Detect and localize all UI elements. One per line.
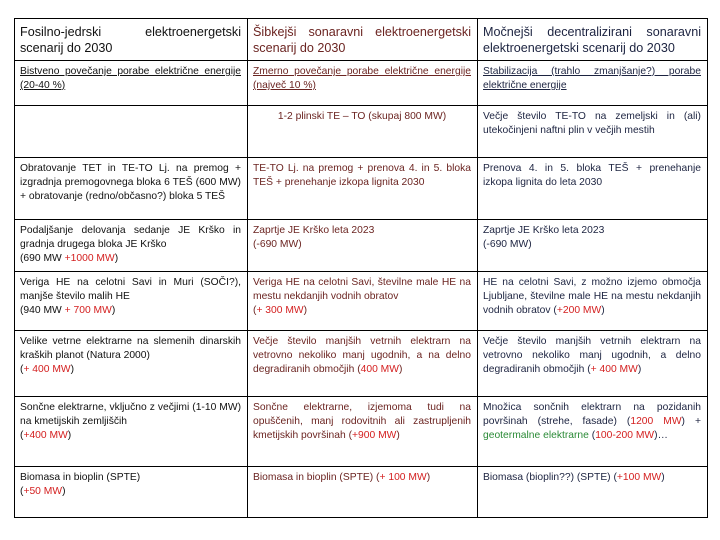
cell-hydro-c2: [248, 272, 478, 331]
nuclear-c1-post: ): [114, 253, 119, 264]
hydro-c1-pre: (940 MW: [20, 305, 65, 316]
hydro-c2-post: ): [303, 305, 308, 316]
wind-c1-value: + 400 MW: [23, 364, 71, 375]
solar-c1-value: +400 MW: [23, 430, 68, 441]
hydro-c3-value: +200 MW: [556, 305, 602, 316]
nuclear-c3-value: (-690 MW): [483, 239, 532, 250]
cell-nuclear-c1: [15, 220, 248, 272]
hydro-c3-post: ): [601, 305, 605, 316]
geothermal-value: 100-200 MW: [595, 430, 655, 441]
solar-c3-value: 1200 MW: [630, 416, 682, 427]
consumption-c1-text: Bistveno povečanje porabe električne energije (20-40 %): [20, 66, 241, 91]
cell-hydro-c1: [15, 272, 248, 331]
solar-c2-pre: (: [348, 430, 353, 441]
nuclear-c1-value: +1000 MW: [64, 253, 115, 264]
row-solar: [15, 397, 708, 467]
wind-c2-post: ): [398, 364, 403, 375]
solar-c2-text: Sončne elektrarne, izjemoma tudi na opuščenih, manj rodovitnih ali zastrupljenih kmetijskih površinah: [253, 402, 471, 441]
nuclear-c2-value: (-690 MW): [253, 239, 302, 250]
nuclear-c1-pre: (690 MW: [20, 253, 65, 264]
solar-c2-post: ): [396, 430, 400, 441]
consumption-c3-text: Stabilizacija (trahlo zmanjšanje?) porabe električne energije: [483, 66, 701, 91]
wind-c3-pre: (: [587, 364, 591, 375]
hydro-c1-post: ): [111, 305, 116, 316]
biomass-c1-pre: (: [20, 486, 24, 497]
cell-consumption-c3: [478, 61, 708, 106]
cell-gas-c3: Večje število TE-TO na zemeljski in (ali) utekočinjeni naftni plin v večjih mestih: [478, 106, 708, 158]
row-wind: [15, 331, 708, 397]
wind-c1-text: Velike vetrne elektrarne na slemenih dinarskih kraških planot (Natura 2000): [20, 336, 241, 361]
cell-gas-c2: 1-2 plinski TE – TO (skupaj 800 MW): [248, 106, 478, 158]
cell-wind-c2: [248, 331, 478, 397]
hydro-c2-pre: (: [253, 305, 257, 316]
biomass-c1-value: +50 MW: [23, 486, 63, 497]
row-consumption: [15, 61, 708, 106]
wind-c2-value: 400 MW: [360, 364, 399, 375]
row-hydro: [15, 272, 708, 331]
biomass-c2-post: ): [426, 472, 431, 483]
geothermal-text: geotermalne elektrarne: [483, 430, 589, 441]
biomass-c2-text: Biomasa in bioplin (SPTE) (: [253, 472, 380, 483]
cell-biomass-c3: [478, 467, 708, 518]
hydro-c3-pre: (: [553, 305, 557, 316]
nuclear-c3-text: Zaprtje JE Krško leta 2023: [483, 225, 605, 236]
nuclear-c2-text: Zaprtje JE Krško leta 2023: [253, 225, 375, 236]
cell-coal-c1: Obratovanje TET in TE-TO Lj. na premog + izgradnja premogovnega bloka 6 TEŠ (600 MW) + obratovanje (redno/občasno?) bloka 5 TEŠ: [15, 158, 248, 220]
cell-coal-c2: TE-TO Lj. na premog + prenova 4. in 5. bloka TEŠ + prenehanje izkopa lignita 2030: [248, 158, 478, 220]
solar-c3-post: ) +: [681, 416, 701, 427]
hydro-c2-text: Veriga HE na celotni Savi, številne male HE na mestu nekdanjih vodnih obratov: [253, 277, 471, 302]
wind-c3-value: + 400 MW: [590, 364, 638, 375]
cell-nuclear-c2: [248, 220, 478, 272]
row-biomass: [15, 467, 708, 518]
cell-coal-c3: Prenova 4. in 5. bloka TEŠ + prenehanje izkopa lignita do leta 2030: [478, 158, 708, 220]
cell-biomass-c2: [248, 467, 478, 518]
solar-c1-text: Sončne elektrarne, vključno z večjimi (1-10 MW) na kmetijskih zemljiščih: [20, 402, 241, 427]
wind-c3-text: Večje število manjših vetrnih elektrarn na vetrovno nekoliko manj ugodnih, a delno degradiranih območjih: [483, 336, 701, 375]
hydro-c2-value: + 300 MW: [256, 305, 304, 316]
hydro-c3-text: HE na celotni Savi, z možno izjemo območja Ljubljane, številne male HE na mestu nekdanjih vodnih obratov: [483, 277, 701, 316]
solar-c1-pre: (: [20, 430, 24, 441]
solar-c3-tail-pre: (: [588, 430, 596, 441]
cell-consumption-c1: [15, 61, 248, 106]
consumption-c2-text: Zmerno povečanje porabe električne energije (največ 10 %): [253, 66, 471, 91]
biomass-c2-value: + 100 MW: [379, 472, 427, 483]
header-fossil-nuclear: Fosilno-jedrski elektroenergetski scenarij do 2030: [15, 19, 248, 61]
cell-solar-c1: [15, 397, 248, 467]
cell-nuclear-c3: [478, 220, 708, 272]
solar-c3-pre: (: [626, 416, 631, 427]
hydro-c1-text: Veriga HE na celotni Savi in Muri (SOČI?), manjše število malih HE: [20, 277, 241, 302]
solar-c3-tail-post: )…: [654, 430, 668, 441]
header-strong-decentralized: Močnejši decentralizirani sonaravni elektroenergetski scenarij do 2030: [478, 19, 708, 61]
row-gas: [15, 106, 708, 158]
cell-wind-c1: [15, 331, 248, 397]
biomass-c1-post: ): [62, 486, 66, 497]
hydro-c1-value: + 700 MW: [64, 305, 112, 316]
wind-c2-text: Večje število manjših vetrnih elektrarn na vetrovno nekoliko manj ugodnih, a na delno degradiranih območjih: [253, 336, 471, 375]
wind-c1-pre: (: [20, 364, 24, 375]
wind-c3-post: ): [637, 364, 642, 375]
header-row: [15, 19, 708, 61]
biomass-c1-text: Biomasa in bioplin (SPTE): [20, 472, 141, 483]
solar-c2-value: +900 MW: [352, 430, 397, 441]
cell-biomass-c1: [15, 467, 248, 518]
header-weak-sustainable: Šibkejši sonaravni elektroenergetski scenarij do 2030: [248, 19, 478, 61]
biomass-c3-text: Biomasa (bioplin??) (SPTE) (: [483, 472, 617, 483]
cell-consumption-c2: [248, 61, 478, 106]
cell-hydro-c3: [478, 272, 708, 331]
cell-solar-c3: [478, 397, 708, 467]
solar-c1-post: ): [67, 430, 72, 441]
cell-gas-c1: [15, 106, 248, 158]
solar-c3-text: Množica sončnih elektrarn na pozidanih površinah (strehe, fasade): [483, 402, 701, 427]
cell-wind-c3: [478, 331, 708, 397]
cell-solar-c2: [248, 397, 478, 467]
wind-c1-post: ): [70, 364, 75, 375]
biomass-c3-post: ): [661, 472, 665, 483]
row-nuclear: [15, 220, 708, 272]
wind-c2-pre: (: [357, 364, 361, 375]
row-coal: [15, 158, 708, 220]
scenario-table: [14, 18, 708, 518]
nuclear-c1-text: Podaljšanje delovanja sedanje JE Krško in gradnja drugega bloka JE Krško: [20, 225, 241, 250]
biomass-c3-value: +100 MW: [616, 472, 662, 483]
